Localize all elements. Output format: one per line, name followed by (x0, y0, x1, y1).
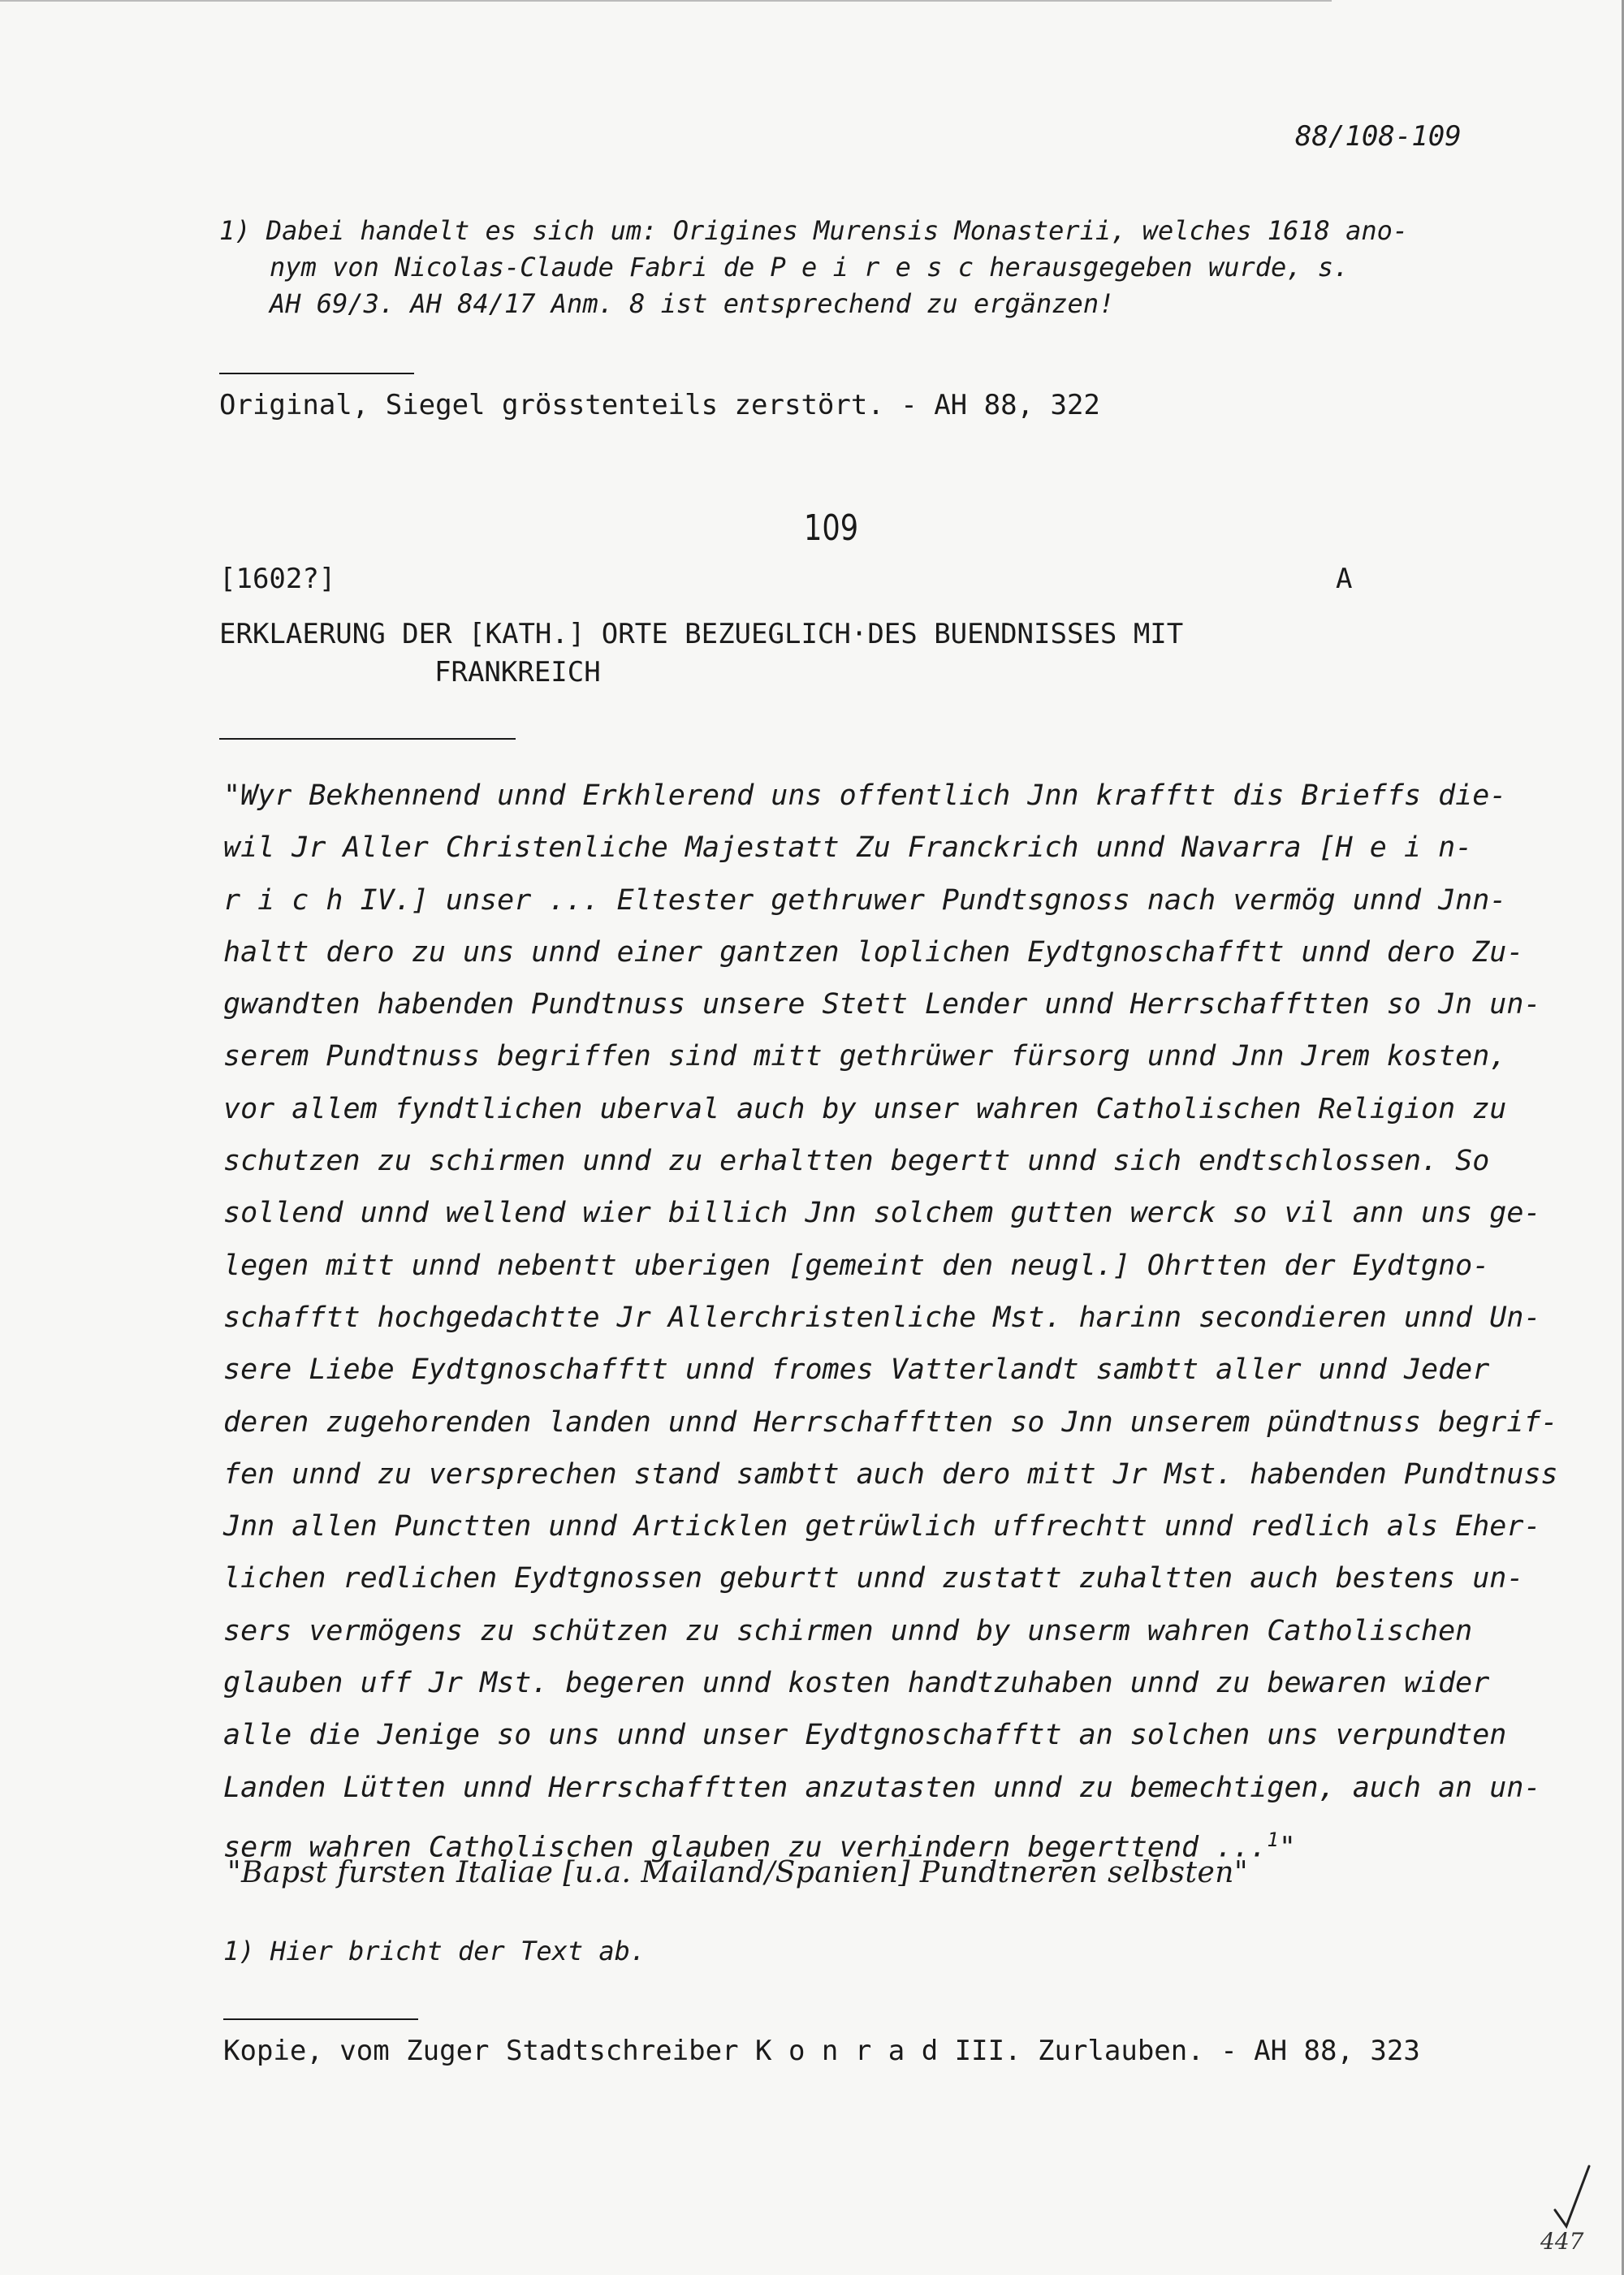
archive-mark-number: 447 (1540, 2228, 1584, 2255)
source-suffix: III. Zurlauben. - AH 88, 323 (938, 2035, 1420, 2067)
body-line: sollend unnd wellend wier billich Jnn solchem gutten werck so vil ann uns ge- (223, 1197, 1541, 1230)
body-line: haltt dero zu uns unnd einer gantzen loplichen Eydtgnoschafftt unnd dero Zu- (223, 935, 1524, 969)
handwritten-check-mark (1539, 2160, 1612, 2257)
body-line: Landen Lütten unnd Herrschafftten anzutasten unnd zu bemechtigen, auch an un- (223, 1771, 1541, 1804)
body-line: schafftt hochgedachtte Jr Allerchristenliche Mst. harinn secondieren unnd Un- (223, 1301, 1541, 1334)
footnote-previous-document (219, 213, 1486, 322)
body-line: serem Pundtnuss begriffen sind mitt gethrüwer fürsorg unnd Jnn Jrem kosten, (223, 1040, 1507, 1073)
body-line: schutzen zu schirmen unnd zu erhaltten begertt unnd sich endtschlossen. So (223, 1145, 1490, 1178)
source-note-previous: Original, Siegel grösstenteils zerstört. - AH 88, 322 (219, 389, 1100, 421)
title-separator (219, 738, 516, 740)
footnote-line: 1) Dabei handelt es sich um: Origines Murensis Monasterii, welches 1618 ano- (219, 215, 1409, 246)
handwritten-addition: "Bapst fursten Italiae [u.a. Mailand/Spanien] Pundtneren selbsten" (227, 1856, 1248, 1889)
body-line: "Wyr Bekhennend unnd Erkhlerend uns offentlich Jnn krafftt dis Brieffs die- (223, 779, 1507, 812)
title-line: FRANKREICH (434, 656, 601, 689)
source-note (223, 2035, 1420, 2067)
footnote-line: AH 69/3. AH 84/17 Anm. 8 ist entsprechend zu ergänzen! (270, 288, 1115, 319)
body-line: legen mitt unnd nebentt uberigen [gemeint den neugl.] Ohrtten der Eydtgno- (223, 1249, 1490, 1282)
title-line: ERKLAERUNG DER [KATH.] ORTE BEZUEGLICH·DES BUENDNISSES MIT (219, 618, 1184, 650)
footnote-line: nym von Nicolas-Claude Fabri de P e i r e s c herausgegeben wurde, s. (270, 252, 1350, 283)
document-title (219, 615, 1183, 692)
body-line: gwandten habenden Pundtnuss unsere Stett Lender unnd Herrschafftten so Jn un- (223, 988, 1541, 1021)
body-line-text: serm wahren Catholischen glauben zu verhindern begerttend ... (223, 1831, 1268, 1864)
body-line: Jnn allen Punctten unnd Articklen getrüwlich uffrechtt unnd redlich als Eher- (223, 1510, 1541, 1543)
body-line: r i c h IV.] unser ... Eltester gethruwer Pundtsgnoss nach vermög unnd Jnn- (223, 883, 1507, 917)
body-line: sers vermögens zu schützen zu schirmen unnd by unserm wahren Catholischen (223, 1614, 1473, 1647)
document-number: 109 (804, 507, 859, 549)
footnote-marker: 1 (1267, 1828, 1279, 1851)
source-prefix: Kopie, vom Zuger Stadtschreiber (223, 2035, 756, 2067)
body-line: fen unnd zu versprechen stand sambtt auch dero mitt Jr Mst. habenden Pundtnuss (223, 1457, 1558, 1491)
body-line: vor allem fyndtlichen uberval auch by unser wahren Catholischen Religion zu (223, 1092, 1507, 1125)
document-body-text (223, 770, 1558, 1866)
body-line: glauben uff Jr Mst. begeren unnd kosten handtzuhaben unnd zu bewaren wider (223, 1667, 1490, 1700)
page-reference: 88/108-109 (1295, 120, 1462, 153)
scan-top-edge (0, 0, 1332, 2)
footnote-text-break: 1) Hier bricht der Text ab. (223, 1936, 646, 1966)
body-line: alle die Jenige so uns unnd unser Eydtgnoschafftt an solchen uns verpundten (223, 1719, 1507, 1752)
body-line: lichen redlichen Eydtgnossen geburtt unnd zustatt zuhaltten auch bestens un- (223, 1562, 1524, 1595)
closing-quote: " (1278, 1831, 1296, 1864)
check-stroke-icon (1555, 2166, 1589, 2226)
body-line: sere Liebe Eydtgnoschafftt unnd fromes Vatterlandt sambtt aller unnd Jeder (223, 1353, 1490, 1387)
body-line: wil Jr Aller Christenliche Majestatt Zu Franckrich unnd Navarra [H e i n- (223, 831, 1473, 865)
footnote-separator (219, 373, 414, 374)
body-line: deren zugehorenden landen unnd Herrschafftten so Jnn unserem pündtnuss begrif- (223, 1405, 1558, 1439)
document-date: [1602?] (219, 563, 336, 595)
document-letter: A (1336, 563, 1353, 595)
source-author-name: K o n r a d (755, 2035, 939, 2067)
footnote-separator (223, 2018, 418, 2020)
